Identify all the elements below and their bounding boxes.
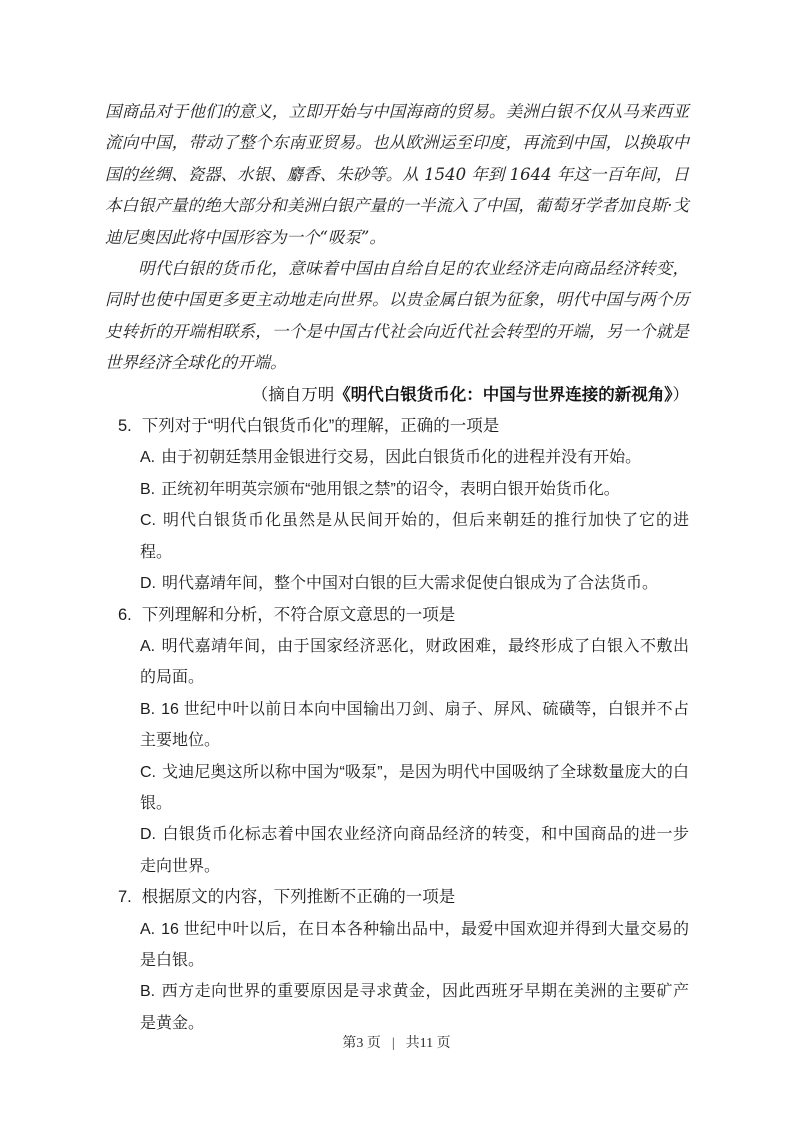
- questions-section: [105, 411, 689, 1039]
- option-text: 西方走向世界的重要原因是寻求黄金，因此西班牙早期在美洲的主要矿产是黄金。: [140, 983, 689, 1032]
- option-label-b: B.: [140, 700, 156, 718]
- question-7: [105, 882, 689, 1039]
- option-label-b: B.: [140, 480, 156, 498]
- passage-paragraph-1: 国商品对于他们的意义，立即开始与中国海商的贸易。美洲白银不仅从马来西亚流向中国，带动了整个东南亚贸易。也从欧洲运至印度，再流到中国，以换取中国的丝绸、瓷器、水银、麝香、朱砂等。从 1540 年到 1644 年这一百年间，日本白银产量的绝大部分和美洲白银产量的一半流入了中国，葡萄牙学者加良斯·戈迪尼奥因此将中国形容为一个“吸泵”。: [105, 102, 689, 247]
- option-label-c: C.: [140, 512, 156, 530]
- option-label-a: A.: [140, 920, 156, 938]
- reading-passage: [105, 96, 689, 411]
- citation-book-title: 《明代白银货币化：中国与世界连接的新视角》: [334, 385, 673, 404]
- question-6-number: 6.: [118, 605, 132, 624]
- passage-paragraph-2: 明代白银的货币化，意味着中国由自给自足的农业经济走向商品经济转变，同时也使中国更多更主动地走向世界。以贵金属白银为征象，明代中国与两个历史转折的开端相联系，一个是中国古代社会向近代社会转型的开端，另一个就是世界经济全球化的开端。: [105, 259, 689, 373]
- option-label-a: A.: [140, 637, 156, 655]
- question-6-option-d: [140, 819, 689, 882]
- question-5-option-c: [140, 505, 689, 568]
- footer-current-page: 第3 页: [342, 1036, 381, 1051]
- option-text: 明代嘉靖年间，由于国家经济恶化，财政困难，最终形成了白银入不敷出的局面。: [140, 637, 689, 687]
- question-6-option-a: [140, 631, 689, 694]
- option-text: 明代嘉靖年间，整个中国对白银的巨大需求促使白银成为了合法货币。: [162, 575, 659, 593]
- question-5: [105, 411, 689, 599]
- option-label-c: C.: [140, 763, 156, 781]
- page-footer: [0, 1032, 793, 1052]
- option-text: 正统初年明英宗颁布“弛用银之禁”的诏令，表明白银开始货币化。: [161, 480, 620, 498]
- footer-total-pages: 共11 页: [405, 1036, 451, 1051]
- question-5-stem: [105, 411, 689, 442]
- option-label-d: D.: [140, 826, 156, 844]
- question-6-stem: [105, 600, 689, 631]
- option-text: 明代白银货币化虽然是从民间开始的，但后来朝廷的推行加快了它的进程。: [140, 512, 689, 561]
- question-6-option-b: [140, 694, 689, 757]
- question-5-stem-text: 下列对于“明代白银货币化”的理解，正确的一项是: [141, 417, 500, 436]
- footer-separator: |: [391, 1036, 395, 1051]
- question-7-number: 7.: [118, 888, 132, 907]
- question-5-option-d: [140, 568, 689, 599]
- question-6-stem-text: 下列理解和分析，不符合原文意思的一项是: [141, 605, 456, 624]
- question-6-option-c: [140, 757, 689, 820]
- question-7-option-a: [140, 914, 689, 977]
- option-label-a: A.: [140, 449, 156, 467]
- page-content: [105, 96, 689, 1039]
- option-label-b: B.: [140, 983, 156, 1001]
- option-label-d: D.: [140, 575, 156, 593]
- question-5-option-b: [140, 474, 689, 505]
- question-5-number: 5.: [118, 417, 132, 436]
- question-7-option-b: [140, 976, 689, 1039]
- option-text: 16 世纪中叶以后，在日本各种输出品中，最爱中国欢迎并得到大量交易的是白银。: [140, 920, 689, 969]
- question-7-stem-text: 根据原文的内容，下列推断不正确的一项是: [141, 888, 456, 907]
- question-5-option-a: [140, 442, 689, 473]
- question-6: [105, 600, 689, 883]
- question-7-stem: [105, 882, 689, 913]
- option-text: 16 世纪中叶以前日本向中国输出刀剑、扇子、屏风、硫磺等，白银并不占主要地位。: [140, 700, 689, 750]
- option-text: 由于初朝廷禁用金银进行交易，因此白银货币化的进程并没有开始。: [161, 449, 642, 467]
- passage-citation: [105, 379, 689, 411]
- citation-suffix: ）: [672, 384, 689, 404]
- citation-prefix: （摘自万明: [251, 384, 335, 404]
- option-text: 白银货币化标志着中国农业经济向商品经济的转变，和中国商品的进一步走向世界。: [140, 826, 689, 875]
- option-text: 戈迪尼奥这所以称中国为“吸泵”，是因为明代中国吸纳了全球数量庞大的白银。: [140, 763, 689, 812]
